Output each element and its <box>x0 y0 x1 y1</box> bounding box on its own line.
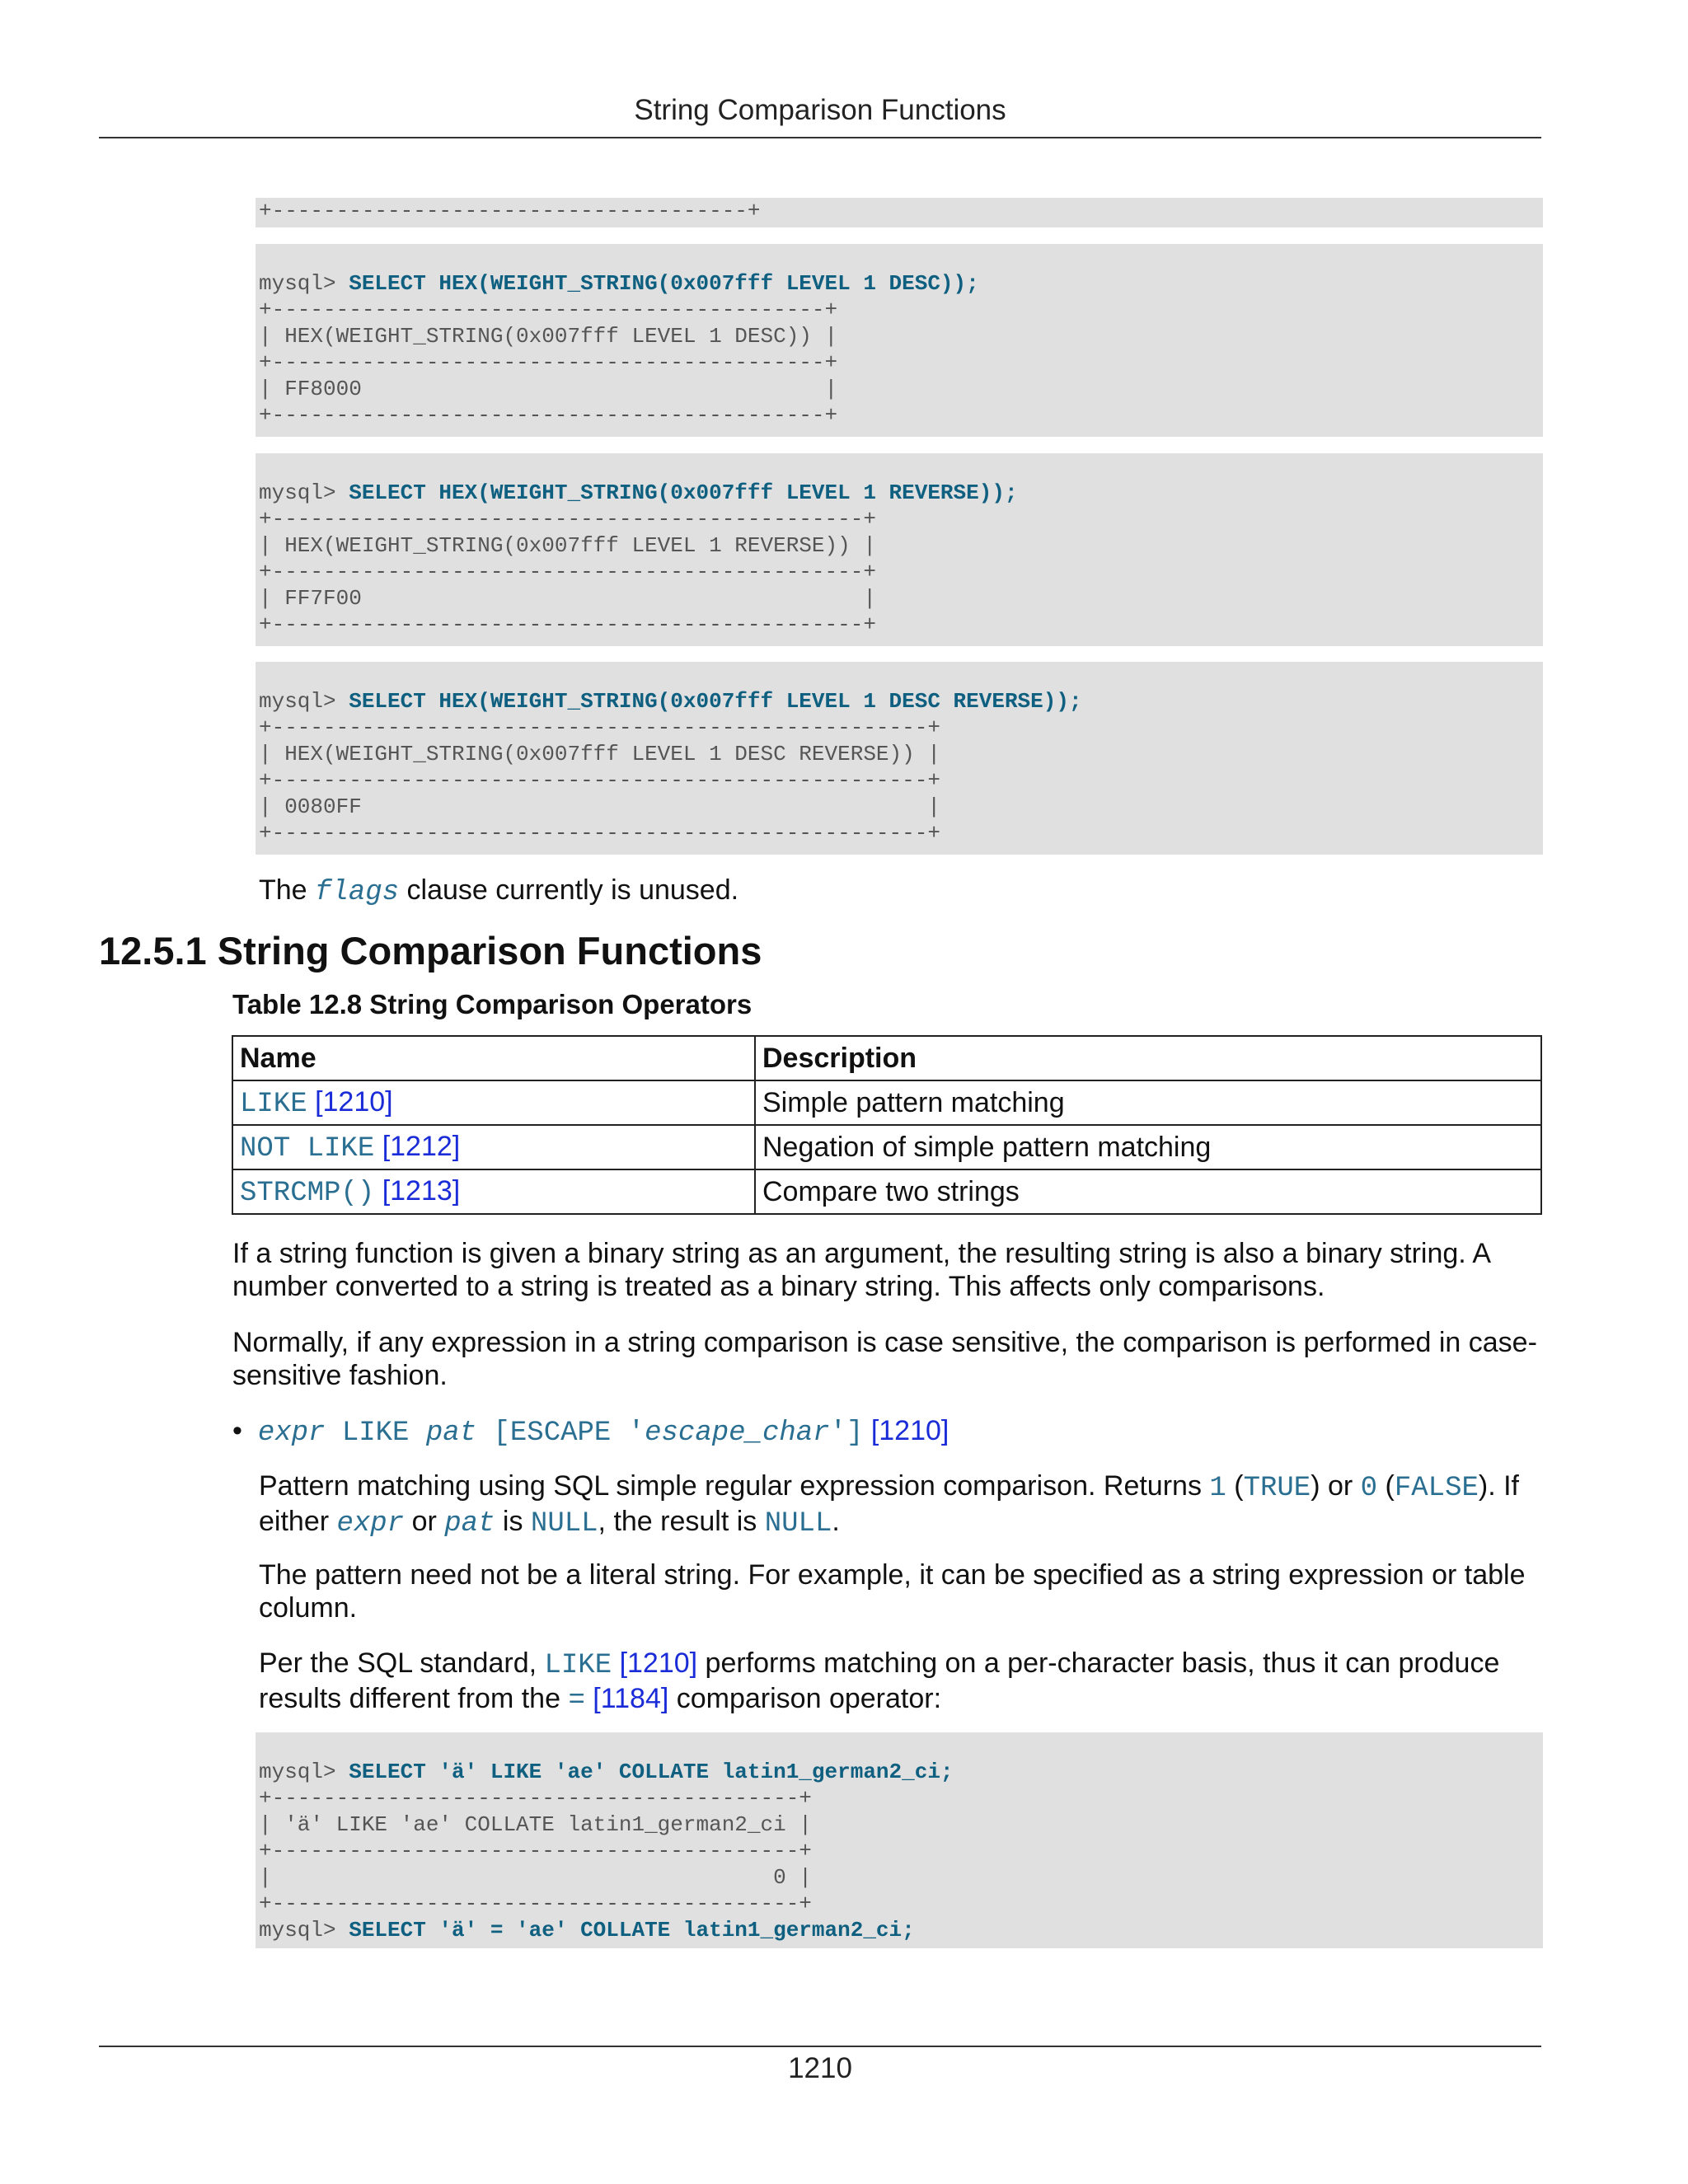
syntax-expr: expr <box>257 1418 326 1449</box>
operator-link-equals[interactable]: = <box>568 1685 585 1717</box>
code-null: NULL <box>764 1508 832 1540</box>
code-line: +-----------------------------------------+ <box>259 1786 812 1811</box>
code-block-1 <box>256 244 1543 437</box>
syntax-escape-close: '] <box>829 1418 864 1449</box>
code-line: +---------------------------------------------------+ <box>259 821 940 846</box>
text-run: , the result is <box>598 1506 765 1537</box>
operator-cell <box>232 1169 755 1214</box>
page-ref-link[interactable]: [1210] <box>315 1085 393 1118</box>
header-description: Description <box>755 1036 1541 1080</box>
code-line: +-------------------------------------------+ <box>259 298 838 322</box>
flags-text-pre: The <box>259 874 316 906</box>
code-prompt: mysql> <box>259 1918 349 1943</box>
code-line: +---------------------------------------------------+ <box>259 768 940 793</box>
bullet-icon: • <box>232 1415 242 1446</box>
code-expr: expr <box>336 1508 405 1540</box>
text-run: Per the SQL standard, <box>259 1647 545 1679</box>
flags-paragraph <box>259 874 738 909</box>
code-line: | FF7F00 | <box>259 586 876 611</box>
code-line: +-----------------------------------------+ <box>259 1839 812 1863</box>
text-run: is <box>495 1506 531 1537</box>
text-run: or <box>404 1506 445 1537</box>
code-line: +----------------------------------------------+ <box>259 560 876 584</box>
table-caption: Table 12.8 String Comparison Operators <box>232 989 753 1019</box>
page-number: 1210 <box>788 2052 852 2084</box>
code-line: +----------------------------------------------+ <box>259 507 876 532</box>
text-run: performs matching on a per-character basis, thus it can produce <box>697 1647 1500 1679</box>
code-line: | HEX(WEIGHT_STRING(0x007fff LEVEL 1 DESC REVERSE)) | <box>259 742 940 766</box>
code-false: FALSE <box>1394 1473 1479 1504</box>
syntax-escape-open: [ESCAPE ' <box>476 1418 645 1449</box>
page-ref-link[interactable]: [1212] <box>382 1130 461 1162</box>
flags-code: flags <box>315 877 400 908</box>
code-line: +-------------------------------------------+ <box>259 350 838 375</box>
case-sensitivity-paragraph: Normally, if any expression in a string comparison is case sensitive, the comparison is performed in case-sensitive fashion. <box>232 1327 1537 1391</box>
operator-link-not-like[interactable]: NOT LIKE <box>240 1132 375 1165</box>
code-one: 1 <box>1209 1473 1226 1504</box>
code-block-0 <box>256 198 1543 227</box>
page-ref-link[interactable]: [1210] <box>619 1647 698 1679</box>
text-run: comparison operator: <box>668 1683 942 1714</box>
description-cell: Simple pattern matching <box>755 1080 1541 1125</box>
code-line: +---------------------------------------------------+ <box>259 715 940 740</box>
code-null: NULL <box>530 1508 598 1540</box>
text-run: results different from the <box>259 1683 569 1714</box>
binary-string-paragraph: If a string function is given a binary string as an argument, the resulting string is also a binary string. A number converted to a string is treated as a binary string. This affects only comparisons. <box>232 1238 1490 1302</box>
code-line: | 0 | <box>259 1865 812 1890</box>
code-pat: pat <box>444 1508 495 1540</box>
page-ref-link[interactable]: [1210] <box>870 1415 950 1446</box>
code-line: +----------------------------------------------+ <box>259 612 876 637</box>
sql-command: SELECT HEX(WEIGHT_STRING(0x007fff LEVEL 1 DESC REVERSE)); <box>349 689 1082 714</box>
text-run: ( <box>1377 1470 1395 1502</box>
code-line <box>259 688 1543 715</box>
code-line: | 0080FF | <box>259 794 940 819</box>
operator-link-like[interactable]: LIKE <box>240 1088 307 1120</box>
section-heading: 12.5.1 String Comparison Functions <box>99 929 762 972</box>
text-run: either <box>259 1506 337 1537</box>
code-zero: 0 <box>1360 1473 1378 1504</box>
like-description-3 <box>259 1647 1545 1718</box>
operator-cell <box>232 1080 755 1125</box>
code-line: +-------------------------------------------+ <box>259 403 838 428</box>
like-description-1 <box>259 1469 1545 1540</box>
like-syntax-item <box>232 1415 949 1449</box>
sql-command: SELECT HEX(WEIGHT_STRING(0x007fff LEVEL 1 DESC)); <box>349 271 979 296</box>
code-line: | HEX(WEIGHT_STRING(0x007fff LEVEL 1 REVERSE)) | <box>259 533 876 558</box>
description-cell: Negation of simple pattern matching <box>755 1125 1541 1169</box>
header-divider <box>99 137 1541 138</box>
sql-command: SELECT 'ä' = 'ae' COLLATE latin1_german2_ci; <box>349 1918 915 1943</box>
code-line <box>259 453 1543 480</box>
code-block-3 <box>256 662 1543 855</box>
text-run: ). If <box>1478 1470 1519 1502</box>
operator-link-strcmp[interactable]: STRCMP() <box>240 1177 375 1209</box>
code-prompt: mysql> <box>259 1760 349 1784</box>
operator-cell <box>232 1125 755 1169</box>
operators-table <box>232 1035 1542 1215</box>
code-prompt: mysql> <box>259 480 349 505</box>
code-line <box>259 480 1543 506</box>
like-description-2: The pattern need not be a literal string. For example, it can be specified as a string expression or table column. <box>259 1559 1526 1624</box>
code-block-4 <box>256 1732 1543 1948</box>
description-cell: Compare two strings <box>755 1169 1541 1214</box>
syntax-pat: pat <box>425 1418 477 1449</box>
code-line <box>259 662 1543 688</box>
syntax-like: LIKE <box>325 1418 426 1449</box>
code-block-2 <box>256 453 1543 646</box>
text-run: Pattern matching using SQL simple regular expression comparison. Returns <box>259 1470 1210 1502</box>
code-line <box>259 270 1543 297</box>
table-row <box>232 1169 1541 1214</box>
code-prompt: mysql> <box>259 271 349 296</box>
table-row <box>232 1125 1541 1169</box>
code-line: +-------------------------------------+ <box>259 199 761 223</box>
code-line: +-----------------------------------------+ <box>259 1891 812 1916</box>
page-ref-link[interactable]: [1184] <box>593 1683 669 1714</box>
code-line: | HEX(WEIGHT_STRING(0x007fff LEVEL 1 DESC)) | <box>259 324 838 349</box>
code-line <box>259 1759 1543 1785</box>
flags-text-post: clause currently is unused. <box>399 874 739 906</box>
sql-command: SELECT 'ä' LIKE 'ae' COLLATE latin1_german2_ci; <box>349 1760 954 1784</box>
header-name: Name <box>232 1036 755 1080</box>
code-line: | FF8000 | <box>259 377 838 401</box>
footer-divider <box>99 2046 1541 2047</box>
code-line: | 'ä' LIKE 'ae' COLLATE latin1_german2_ci | <box>259 1812 812 1837</box>
code-line <box>259 1917 1543 1943</box>
code-line <box>259 1732 1543 1759</box>
table-header-row <box>232 1036 1541 1080</box>
sql-command: SELECT HEX(WEIGHT_STRING(0x007fff LEVEL 1 REVERSE)); <box>349 480 1018 505</box>
page-ref-link[interactable]: [1213] <box>382 1174 461 1207</box>
text-run: . <box>832 1506 840 1537</box>
syntax-escape-char: escape_char <box>645 1418 830 1449</box>
text-run: ) or <box>1311 1470 1361 1502</box>
text-run: ( <box>1226 1470 1244 1502</box>
code-true: TRUE <box>1243 1473 1311 1504</box>
code-prompt: mysql> <box>259 689 349 714</box>
operator-link-like[interactable]: LIKE <box>544 1650 612 1681</box>
table-row <box>232 1080 1541 1125</box>
code-line <box>259 244 1543 270</box>
page-header: String Comparison Functions <box>634 94 1006 126</box>
